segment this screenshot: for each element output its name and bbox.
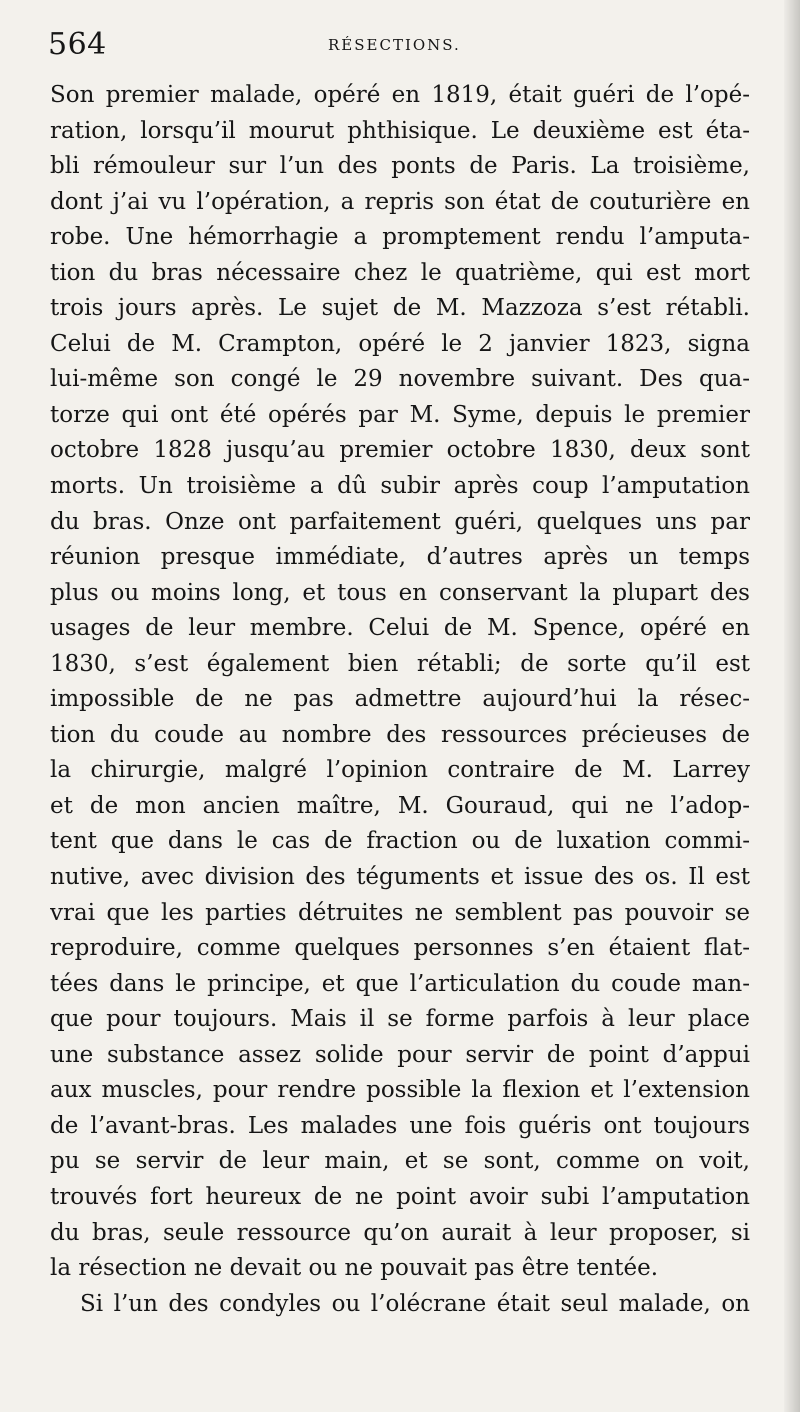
- text-line: tion du coude au nombre des ressources précieuses de: [50, 721, 750, 748]
- text-line: vrai que les parties détruites ne semblent pas pouvoir se: [50, 899, 750, 926]
- text-line: reproduire, comme quelques personnes s’en étaient flat-: [50, 935, 750, 962]
- text-line: nutive, avec division des téguments et issue des os. Il est: [50, 864, 750, 891]
- text-line: tées dans le principe, et que l’articulation du coude man-: [50, 970, 750, 997]
- page-header: [48, 26, 748, 66]
- text-line: Celui de M. Crampton, opéré le 2 janvier 1823, signa: [50, 330, 750, 357]
- text-line: lui-même son congé le 29 novembre suivant. Des qua-: [50, 366, 750, 393]
- text-line: que pour toujours. Mais il se forme parfois à leur place: [50, 1006, 750, 1033]
- text-line: impossible de ne pas admettre aujourd’hui la résec-: [50, 686, 750, 713]
- text-line: trouvés fort heureux de ne point avoir subi l’amputation: [50, 1183, 750, 1210]
- text-line: morts. Un troisième a dû subir après coup l’amputation: [50, 473, 750, 500]
- text-line: tent que dans le cas de fraction ou de luxation commi-: [50, 828, 750, 855]
- text-line: tion du bras nécessaire chez le quatrième, qui est mort: [50, 259, 750, 286]
- page-number: 564: [48, 27, 107, 62]
- paragraph-start-line: Si l’un des condyles ou l’olécrane était seul malade, on: [80, 1290, 750, 1317]
- text-line: du bras. Onze ont parfaitement guéri, quelques uns par: [50, 508, 750, 535]
- text-line: une substance assez solide pour servir de point d’appui: [50, 1041, 750, 1068]
- page-edge-shadow: [784, 0, 800, 1412]
- text-line: pu se servir de leur main, et se sont, comme on voit,: [50, 1148, 750, 1175]
- text-line: trois jours après. Le sujet de M. Mazzoza s’est rétabli.: [50, 295, 750, 322]
- text-line: dont j’ai vu l’opération, a repris son état de couturière en: [50, 188, 750, 215]
- paragraph-end-line: la résection ne devait ou ne pouvait pas être tentée.: [50, 1255, 659, 1282]
- text-line: usages de leur membre. Celui de M. Spence, opéré en: [50, 615, 750, 642]
- text-line: bli rémouleur sur l’un des ponts de Paris. La troisième,: [50, 153, 750, 180]
- text-line: torze qui ont été opérés par M. Syme, depuis le premier: [50, 401, 750, 428]
- text-line: robe. Une hémorrhagie a promptement rendu l’amputa-: [50, 224, 750, 251]
- text-line: aux muscles, pour rendre possible la flexion et l’extension: [50, 1077, 750, 1104]
- text-line: et de mon ancien maître, M. Gouraud, qui ne l’adop-: [50, 792, 750, 819]
- text-line: de l’avant-bras. Les malades une fois guéris ont toujours: [50, 1112, 750, 1139]
- text-line: la chirurgie, malgré l’opinion contraire de M. Larrey: [50, 757, 750, 784]
- text-line: plus ou moins long, et tous en conservant la plupart des: [50, 579, 750, 606]
- text-line: Son premier malade, opéré en 1819, était guéri de l’opé-: [50, 82, 750, 108]
- text-line: octobre 1828 jusqu’au premier octobre 1830, deux sont: [50, 437, 750, 464]
- text-line: 1830, s’est également bien rétabli; de sorte qu’il est: [50, 650, 750, 677]
- body-text: [50, 78, 750, 1322]
- running-head: RÉSECTIONS.: [328, 36, 461, 54]
- text-line: réunion presque immédiate, d’autres après un temps: [50, 544, 750, 571]
- text-line: du bras, seule ressource qu’on aurait à leur proposer, si: [50, 1219, 750, 1246]
- text-line: ration, lorsqu’il mourut phthisique. Le deuxième est éta-: [50, 117, 750, 144]
